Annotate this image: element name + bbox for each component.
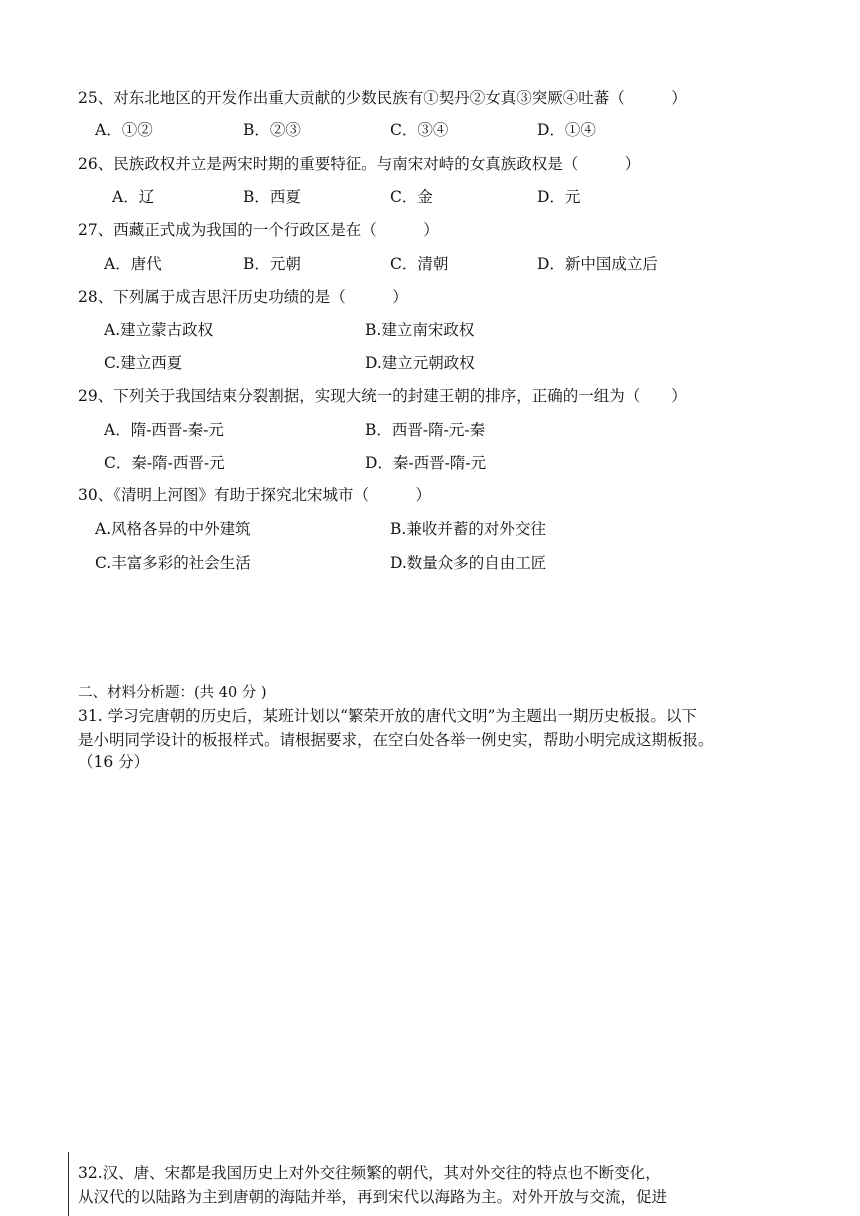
option-b: B．②③ — [243, 121, 301, 139]
question-stem: 27、西藏正式成为我国的一个行政区是在（ ） — [78, 221, 439, 239]
option-b: B．西晋-隋-元-秦 — [365, 421, 486, 439]
option-d: D．新中国成立后 — [537, 255, 658, 273]
option-b: B.建立南宋政权 — [365, 321, 475, 339]
option-a: A．辽 — [112, 188, 155, 206]
option-a: A.风格各异的中外建筑 — [95, 520, 251, 538]
option-b: B.兼收并蓄的对外交往 — [390, 520, 546, 538]
option-c: C.丰富多彩的社会生活 — [95, 554, 251, 572]
section-title: 二、材料分析题：(共 40 分 ) — [78, 685, 267, 701]
question-stem: 28、下列属于成吉思汗历史功绩的是（ ） — [78, 288, 408, 306]
option-b: B．元朝 — [243, 255, 301, 273]
option-a: A.建立蒙古政权 — [104, 321, 214, 339]
question-31-line-3: （16 分） — [78, 753, 150, 771]
option-d: D.数量众多的自由工匠 — [390, 554, 547, 572]
option-a: A．隋-西晋-秦-元 — [104, 421, 224, 439]
question-stem: 30、《清明上河图》有助于探究北宋城市（ ） — [78, 486, 431, 504]
option-d: D．①④ — [537, 121, 596, 139]
option-d: D．元 — [537, 188, 581, 206]
option-b: B．西夏 — [243, 188, 301, 206]
option-c: C．秦-隋-西晋-元 — [104, 454, 225, 472]
question-stem: 29、下列关于我国结束分裂割据，实现大统一的封建王朝的排序，正确的一组为（ ） — [78, 387, 687, 405]
question-31-line-2: 是小明同学设计的板报样式。请根据要求，在空白处各举一例史实，帮助小明完成这期板报。 — [78, 731, 714, 749]
option-a: A．①② — [95, 121, 153, 139]
question-32-line-1: 32.汉、唐、宋都是我国历史上对外交往频繁的朝代，其对外交往的特点也不断变化， — [78, 1164, 661, 1182]
option-c: C．金 — [390, 188, 433, 206]
margin-rule — [68, 1152, 69, 1216]
question-32-line-2: 从汉代的以陆路为主到唐朝的海陆并举，再到宋代以海路为主。对外开放与交流，促进 — [78, 1188, 668, 1206]
option-d: D.建立元朝政权 — [365, 354, 475, 372]
option-c: C．③④ — [390, 121, 449, 139]
option-c: C.建立西夏 — [104, 354, 183, 372]
question-stem: 26、民族政权并立是两宋时期的重要特征。与南宋对峙的女真族政权是（ ） — [78, 155, 641, 173]
question-31-line-1: 31. 学习完唐朝的历史后，某班计划以“繁荣开放的唐代文明”为主题出一期历史板报。以下 — [78, 707, 697, 725]
option-a: A．唐代 — [104, 255, 162, 273]
option-d: D．秦-西晋-隋-元 — [365, 454, 487, 472]
option-c: C．清朝 — [390, 255, 449, 273]
question-stem: 25、对东北地区的开发作出重大贡献的少数民族有①契丹②女真③突厥④吐蕃（ ） — [78, 89, 687, 107]
